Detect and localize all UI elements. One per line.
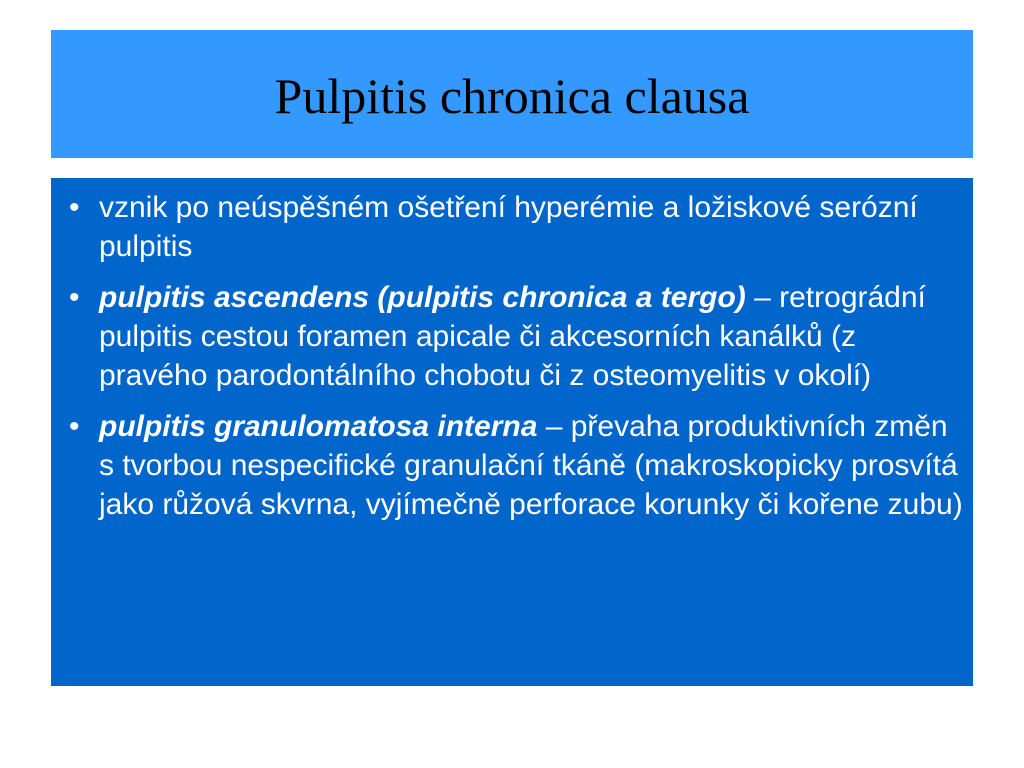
bullet-icon: • bbox=[69, 191, 80, 224]
title-banner bbox=[51, 30, 973, 158]
bullet-term: pulpitis granulomatosa interna bbox=[99, 410, 538, 443]
bullet-icon: • bbox=[69, 281, 80, 314]
bullet-item-ascendens bbox=[69, 278, 963, 395]
content-panel bbox=[51, 178, 973, 686]
bullet-term: pulpitis ascendens (pulpitis chronica a tergo) bbox=[99, 281, 746, 314]
bullet-item-origin bbox=[69, 188, 963, 266]
bullet-list bbox=[69, 188, 963, 524]
bullet-text: – převaha produktivních změn s tvorbou nespecifické granulační tkáně (makroskopicky prosvítá jako růžová skvrna, vyjímečně perforace korunky či kořene zubu) bbox=[99, 410, 963, 521]
slide-title: Pulpitis chronica clausa bbox=[274, 68, 750, 124]
bullet-text: vznik po neúspěšném ošetření hyperémie a ložiskové serózní pulpitis bbox=[99, 191, 918, 263]
bullet-item-granulomatosa bbox=[69, 407, 963, 524]
bullet-icon: • bbox=[69, 410, 80, 443]
bullet-text: – retrográdní pulpitis cestou foramen apicale či akcesorních kanálků (z pravého parodontálního chobotu či z osteomyelitis v okolí) bbox=[99, 281, 926, 392]
